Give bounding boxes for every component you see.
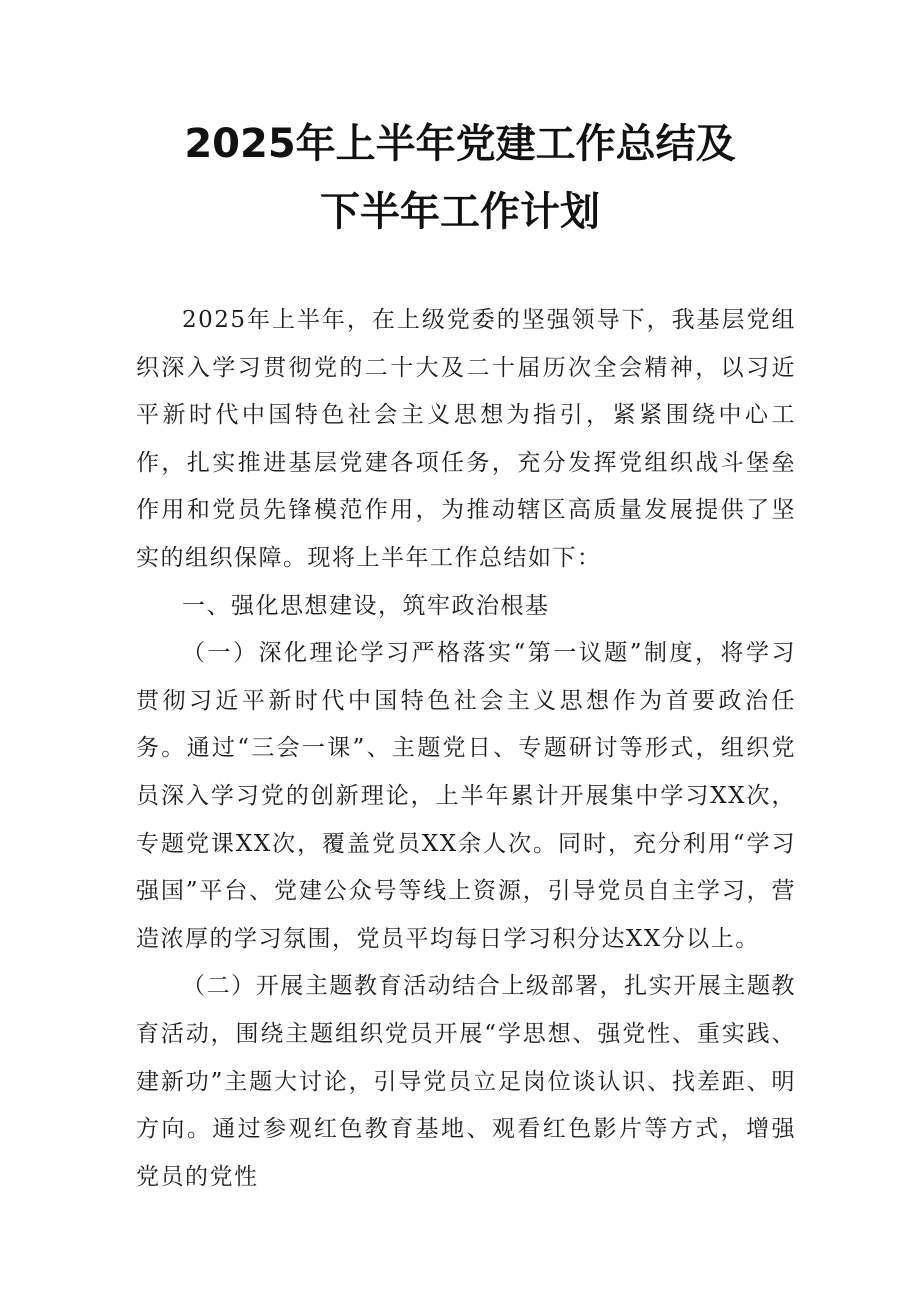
- document-title-line-1: 2025年上半年党建工作总结及: [184, 121, 736, 167]
- paragraph-intro: 2025年上半年，在上级党委的坚强领导下，我基层党组织深入学习贯彻党的二十大及二十届历次全会精神，以习近平新时代中国特色社会主义思想为指引，紧紧围绕中心工作，扎实推进基层党建各项任务，充分发挥党组织战斗堡垒作用和党员先锋模范作用，为推动辖区高质量发展提供了坚实的组织保障。现将上半年工作总结如下：: [136, 307, 796, 571]
- paragraph-theme-education: （二）开展主题教育活动结合上级部署，扎实开展主题教育活动，围绕主题组织党员开展“学思想、强党性、重实践、建新功”主题大讨论，引导党员立足岗位谈认识、找差距、明方向。通过参观红色教育基地、观看红色影片等方式，增强党员的党性: [136, 973, 796, 1190]
- paragraph-theory-study: （一）深化理论学习严格落实“第一议题”制度，将学习贯彻习近平新时代中国特色社会主义思想作为首要政治任务。通过“三会一课”、主题党日、专题研讨等形式，组织党员深入学习党的创新理论，上半年累计开展集中学习XX次，专题党课XX次，覆盖党员XX余人次。同时，充分利用“学习强国”平台、党建公众号等线上资源，引导党员自主学习，营造浓厚的学习氛围，党员平均每日学习积分达XX分以上。: [136, 640, 796, 952]
- document-title-line-2: 下半年工作计划: [320, 189, 600, 235]
- section-heading-1: 一、强化思想建设，筑牢政治根基: [182, 592, 550, 619]
- document-body: [136, 297, 796, 1201]
